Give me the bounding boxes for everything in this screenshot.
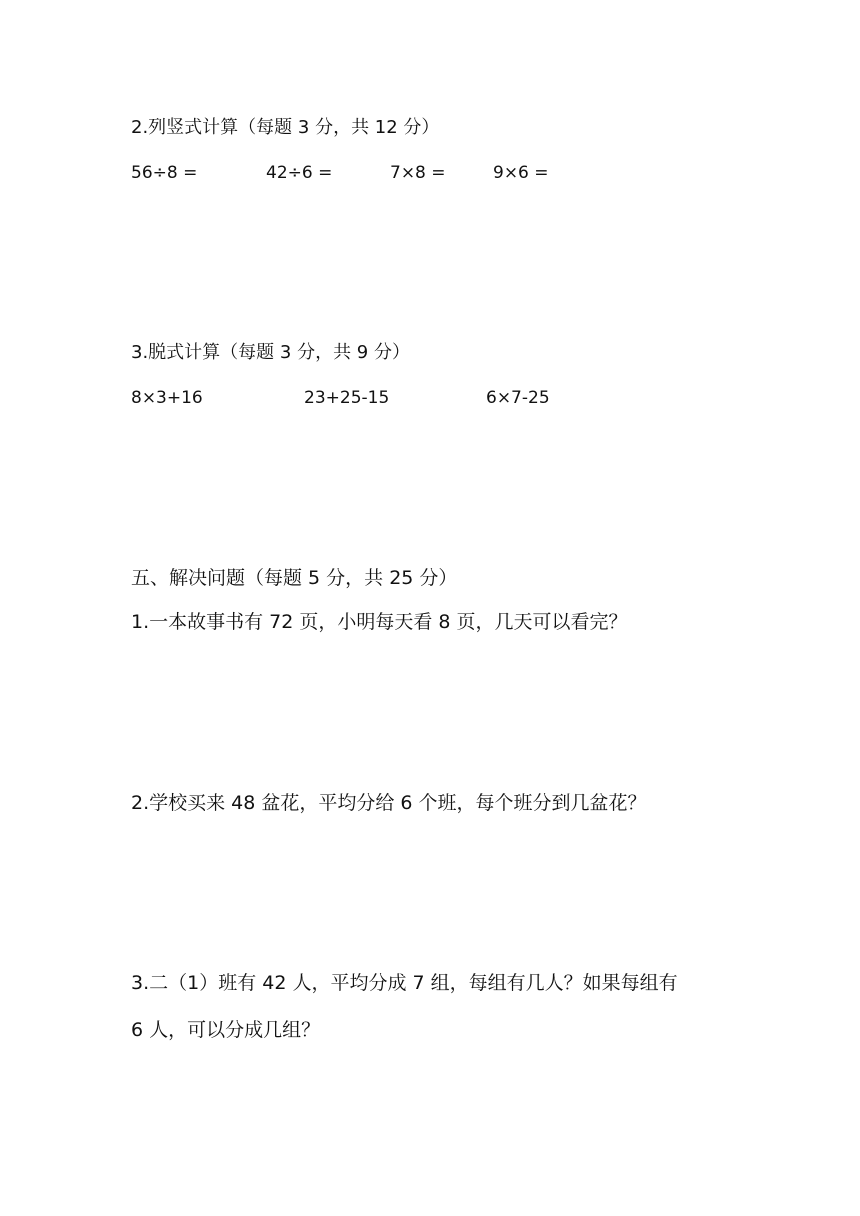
problem-2: 2.学校买来 48 盆花，平均分给 6 个班，每个班分到几盆花？	[131, 792, 647, 814]
question-3-title: 3.脱式计算（每题 3 分，共 9 分）	[131, 342, 410, 363]
problem-1: 1.一本故事书有 72 页，小明每天看 8 页，几天可以看完？	[131, 611, 628, 633]
question-2-item-4: 9×6 =	[493, 163, 549, 183]
problem-3-line-1: 3.二（1）班有 42 人，平均分成 7 组，每组有几人？如果每组有	[131, 972, 678, 994]
question-2-item-1: 56÷8 =	[131, 163, 198, 183]
problem-3-line-2: 6 人，可以分成几组？	[131, 1019, 321, 1041]
question-2-item-2: 42÷6 =	[266, 163, 333, 183]
section-five-title: 五、解决问题（每题 5 分，共 25 分）	[131, 567, 458, 589]
question-3-item-2: 23+25-15	[304, 388, 390, 408]
question-3-item-3: 6×7-25	[486, 388, 550, 408]
question-2-title: 2.列竖式计算（每题 3 分，共 12 分）	[131, 117, 440, 138]
question-3-item-1: 8×3+16	[131, 388, 203, 408]
question-2-item-3: 7×8 =	[390, 163, 446, 183]
